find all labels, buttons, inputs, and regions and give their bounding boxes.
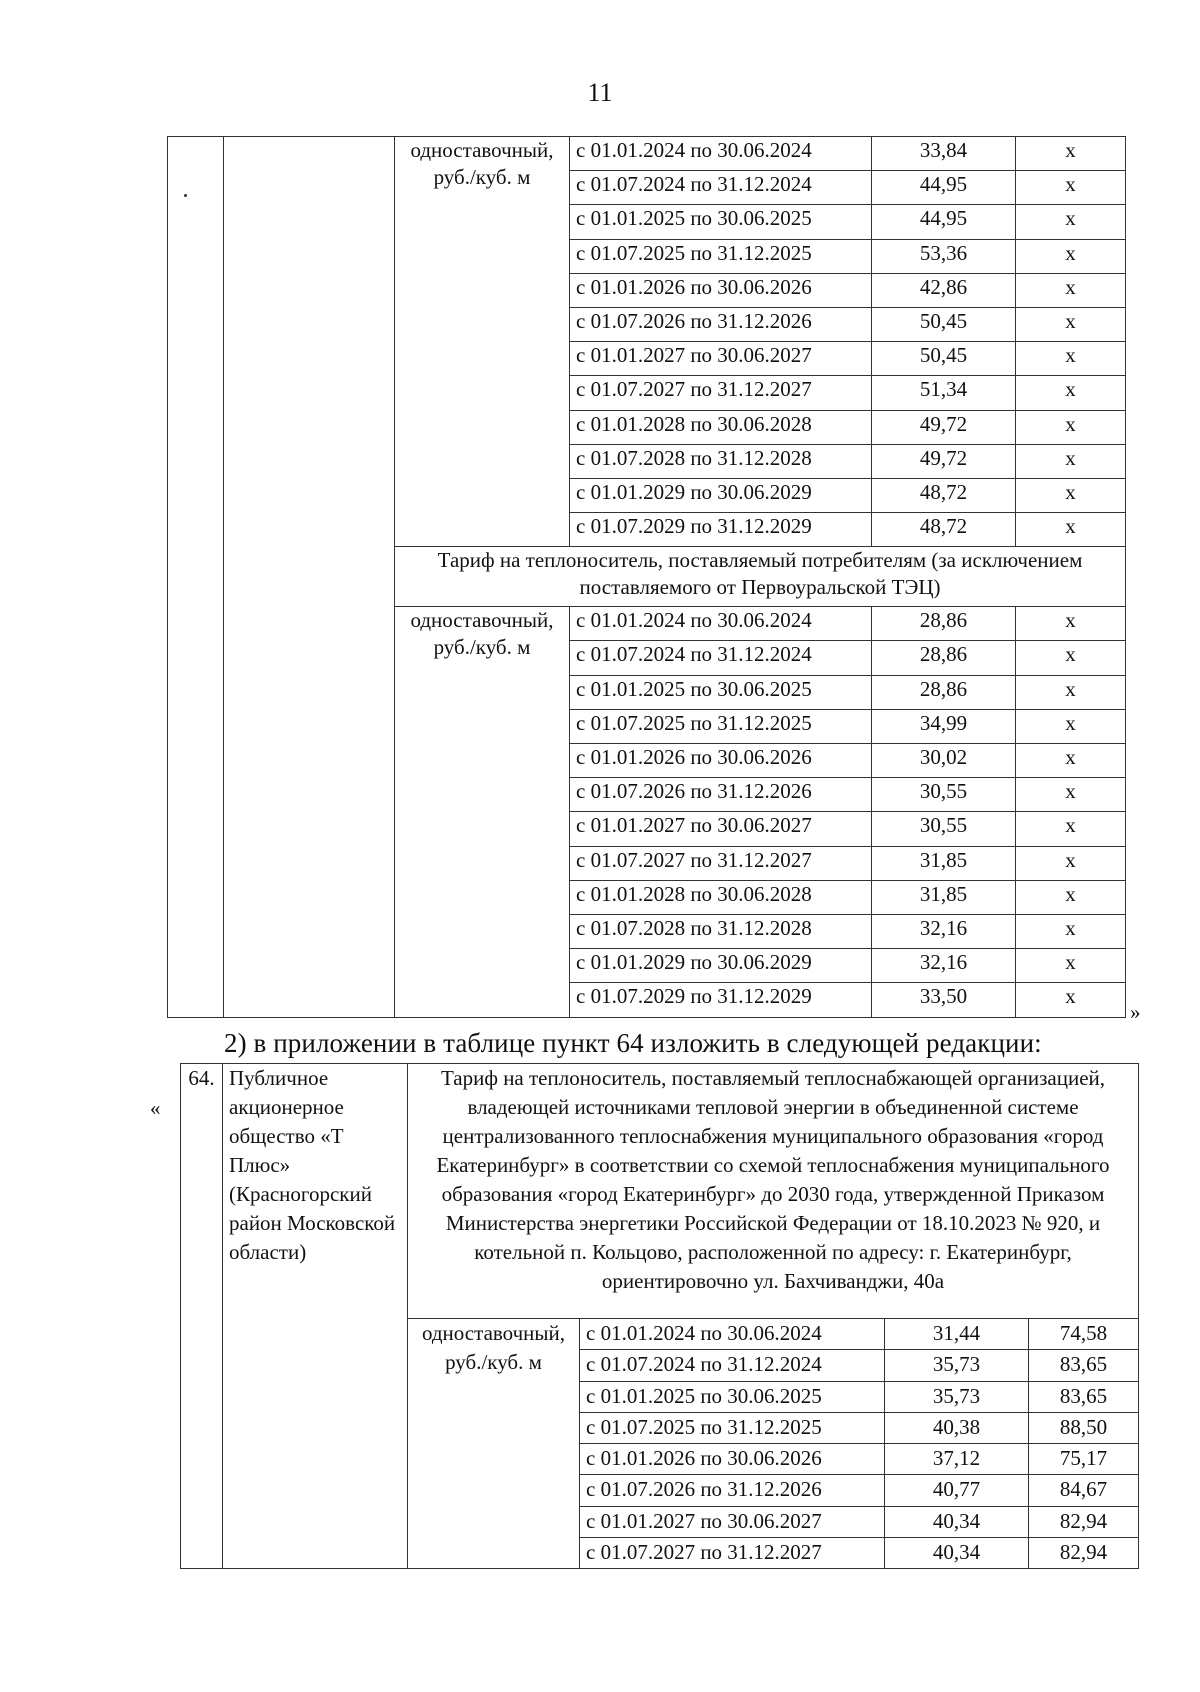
period-cell: с 01.07.2024 по 31.12.2024: [580, 1350, 885, 1381]
tariff-value-cell: 31,44: [885, 1319, 1029, 1350]
tariff-value-cell: 42,86: [872, 273, 1016, 307]
mark-cell: х: [1016, 778, 1126, 812]
period-cell: с 01.01.2025 по 30.06.2025: [570, 675, 872, 709]
tariff-value-cell: 40,34: [885, 1506, 1029, 1537]
period-cell: с 01.01.2026 по 30.06.2026: [570, 744, 872, 778]
instruction-text: 2) в приложении в таблице пункт 64 изложить в следующей редакции:: [224, 1028, 1042, 1058]
tariff-table-item-64: [180, 1063, 1139, 1569]
tariff-value-cell-2: 83,65: [1029, 1381, 1139, 1412]
period-cell: с 01.01.2024 по 30.06.2024: [570, 137, 872, 171]
period-cell: с 01.01.2024 по 30.06.2024: [570, 607, 872, 641]
mark-cell: х: [1016, 949, 1126, 983]
tariff-value-cell: 35,73: [885, 1350, 1029, 1381]
tariff-value-cell: 35,73: [885, 1381, 1029, 1412]
period-cell: с 01.07.2028 по 31.12.2028: [570, 914, 872, 948]
tariff-value-cell-2: 75,17: [1029, 1444, 1139, 1475]
tariff-value-cell-2: 74,58: [1029, 1319, 1139, 1350]
period-cell: с 01.01.2027 по 30.06.2027: [570, 812, 872, 846]
tariff-value-cell: 32,16: [872, 914, 1016, 948]
tariff-value-cell: 28,86: [872, 675, 1016, 709]
table-row: [168, 137, 1126, 171]
period-cell: с 01.01.2026 по 30.06.2026: [570, 273, 872, 307]
mark-cell: х: [1016, 307, 1126, 341]
opening-quote: «: [150, 1096, 161, 1120]
tariff-value-cell-2: 82,94: [1029, 1506, 1139, 1537]
period-cell: с 01.01.2027 по 30.06.2027: [570, 342, 872, 376]
tariff-value-cell: 31,85: [872, 846, 1016, 880]
tariff-value-cell: 28,86: [872, 607, 1016, 641]
mark-cell: х: [1016, 342, 1126, 376]
mark-cell: х: [1016, 376, 1126, 410]
period-cell: с 01.01.2025 по 30.06.2025: [580, 1381, 885, 1412]
tariff-value-cell: 40,34: [885, 1538, 1029, 1569]
period-cell: с 01.01.2029 по 30.06.2029: [570, 478, 872, 512]
mark-cell: х: [1016, 137, 1126, 171]
mark-cell: х: [1016, 273, 1126, 307]
tariff-value-cell-2: 82,94: [1029, 1538, 1139, 1569]
mark-cell: х: [1016, 709, 1126, 743]
tariff-value-cell: 33,84: [872, 137, 1016, 171]
mark-cell: х: [1016, 205, 1126, 239]
mark-cell: х: [1016, 914, 1126, 948]
tariff-value-cell: 33,50: [872, 983, 1016, 1017]
period-cell: с 01.07.2024 по 31.12.2024: [570, 171, 872, 205]
period-cell: с 01.07.2026 по 31.12.2026: [570, 778, 872, 812]
mark-cell: х: [1016, 410, 1126, 444]
tariff-value-cell: 53,36: [872, 239, 1016, 273]
tariff-value-cell: 37,12: [885, 1444, 1029, 1475]
item-title: Тариф на теплоноситель, поставляемый теплоснабжающей организацией, владеющей источниками тепловой энергии в объединенной системе централизованного теплоснабжения муниципального образования «город Екатеринбург» в соответствии со схемой теплоснабжения муниципального образования «город Екатеринбург» до 2030 года, утвержденной Приказом Министерства энергетики Российской Федерации от 18.10.2023 № 920, и котельной п. Кольцово, расположенной по адресу: г. Екатеринбург, ориентировочно ул. Бахчиванджи, 40а: [408, 1064, 1139, 1319]
period-cell: с 01.07.2024 по 31.12.2024: [570, 641, 872, 675]
item-number: 64.: [181, 1064, 223, 1569]
tariff-value-cell: 49,72: [872, 410, 1016, 444]
tariff-value-cell: 50,45: [872, 307, 1016, 341]
period-cell: с 01.01.2028 по 30.06.2028: [570, 880, 872, 914]
period-cell: с 01.07.2025 по 31.12.2025: [580, 1412, 885, 1443]
period-cell: с 01.07.2025 по 31.12.2025: [570, 239, 872, 273]
tariff-value-cell: 30,02: [872, 744, 1016, 778]
mark-cell: х: [1016, 607, 1126, 641]
period-cell: с 01.07.2029 по 31.12.2029: [570, 983, 872, 1017]
period-cell: с 01.07.2026 по 31.12.2026: [570, 307, 872, 341]
mark-cell: х: [1016, 641, 1126, 675]
mark-cell: х: [1016, 478, 1126, 512]
tariff-table-continued: [167, 136, 1126, 1018]
tariff-value-cell: 50,45: [872, 342, 1016, 376]
tariff-value-cell-2: 88,50: [1029, 1412, 1139, 1443]
mark-cell: х: [1016, 846, 1126, 880]
period-cell: с 01.01.2029 по 30.06.2029: [570, 949, 872, 983]
section-title: Тариф на теплоноситель, поставляемый потребителям (за исключением поставляемого от Первоуральской ТЭЦ): [395, 547, 1126, 607]
unit-label: одноставочный, руб./куб. м: [395, 607, 570, 1017]
mark-cell: х: [1016, 675, 1126, 709]
tariff-value-cell: 40,38: [885, 1412, 1029, 1443]
tariff-value-cell: 40,77: [885, 1475, 1029, 1506]
tariff-value-cell: 32,16: [872, 949, 1016, 983]
tariff-value-cell-2: 84,67: [1029, 1475, 1139, 1506]
mark-cell: х: [1016, 812, 1126, 846]
mark-cell: х: [1016, 171, 1126, 205]
page-number: 11: [587, 78, 613, 107]
tariff-value-cell: 30,55: [872, 778, 1016, 812]
unit-label: одноставочный, руб./куб. м: [395, 137, 570, 547]
period-cell: с 01.07.2029 по 31.12.2029: [570, 513, 872, 547]
tariff-value-cell: 44,95: [872, 205, 1016, 239]
tariff-value-cell: 44,95: [872, 171, 1016, 205]
period-cell: с 01.07.2027 по 31.12.2027: [580, 1538, 885, 1569]
period-cell: с 01.07.2027 по 31.12.2027: [570, 846, 872, 880]
closing-quote: »: [1130, 1000, 1141, 1024]
tariff-value-cell-2: 83,65: [1029, 1350, 1139, 1381]
number-cell-empty: [168, 137, 224, 1018]
tariff-value-cell: 31,85: [872, 880, 1016, 914]
unit-label: одноставочный, руб./куб. м: [408, 1319, 580, 1569]
mark-cell: х: [1016, 513, 1126, 547]
mark-cell: х: [1016, 239, 1126, 273]
tariff-value-cell: 30,55: [872, 812, 1016, 846]
organization-name: Публичное акционерное общество «Т Плюс» (Красногорский район Московской области): [223, 1064, 408, 1569]
period-cell: с 01.07.2028 по 31.12.2028: [570, 444, 872, 478]
period-cell: с 01.07.2027 по 31.12.2027: [570, 376, 872, 410]
period-cell: с 01.07.2026 по 31.12.2026: [580, 1475, 885, 1506]
tariff-value-cell: 28,86: [872, 641, 1016, 675]
period-cell: с 01.01.2028 по 30.06.2028: [570, 410, 872, 444]
tariff-value-cell: 51,34: [872, 376, 1016, 410]
mark-cell: х: [1016, 744, 1126, 778]
tariff-value-cell: 49,72: [872, 444, 1016, 478]
item-title-row: [181, 1064, 1139, 1319]
mark-cell: х: [1016, 880, 1126, 914]
period-cell: с 01.01.2024 по 30.06.2024: [580, 1319, 885, 1350]
organization-cell-empty: [224, 137, 395, 1018]
tariff-value-cell: 34,99: [872, 709, 1016, 743]
period-cell: с 01.07.2025 по 31.12.2025: [570, 709, 872, 743]
mark-cell: х: [1016, 983, 1126, 1017]
period-cell: с 01.01.2026 по 30.06.2026: [580, 1444, 885, 1475]
tariff-value-cell: 48,72: [872, 513, 1016, 547]
mark-cell: х: [1016, 444, 1126, 478]
tariff-value-cell: 48,72: [872, 478, 1016, 512]
period-cell: с 01.01.2025 по 30.06.2025: [570, 205, 872, 239]
period-cell: с 01.01.2027 по 30.06.2027: [580, 1506, 885, 1537]
